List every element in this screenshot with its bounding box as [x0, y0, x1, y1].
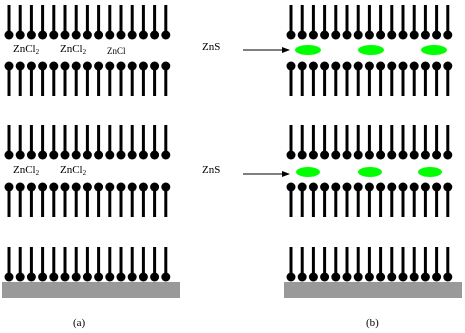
amphiphile-head — [49, 273, 58, 282]
amphiphile-head — [5, 183, 14, 192]
amphiphile-head — [320, 273, 329, 282]
amphiphile-head — [150, 183, 159, 192]
amphiphile-head — [298, 151, 307, 160]
amphiphile-head — [387, 62, 396, 71]
amphiphile-head — [399, 273, 408, 282]
monolayer-4 — [287, 183, 453, 218]
zns-particle — [358, 45, 384, 55]
amphiphile-head — [320, 183, 329, 192]
amphiphile-head — [320, 31, 329, 40]
amphiphile-head — [161, 183, 170, 192]
amphiphile-head — [94, 31, 103, 40]
amphiphile-head — [128, 273, 137, 282]
amphiphile-head — [38, 273, 47, 282]
amphiphile-head — [128, 31, 137, 40]
amphiphile-head — [150, 62, 159, 71]
amphiphile-head — [83, 62, 92, 71]
amphiphile-head — [161, 31, 170, 40]
zncl2-label-5: ZnCl$_2$ — [60, 164, 87, 177]
monolayer-5 — [287, 247, 453, 282]
amphiphile-head — [5, 31, 14, 40]
amphiphile-head — [61, 62, 70, 71]
amphiphile-head — [83, 151, 92, 160]
amphiphile-head — [287, 62, 296, 71]
amphiphile-head — [354, 151, 363, 160]
amphiphile-head — [5, 273, 14, 282]
amphiphile-head — [343, 273, 352, 282]
amphiphile-head — [410, 273, 419, 282]
amphiphile-head — [432, 62, 441, 71]
amphiphile-head — [443, 31, 452, 40]
monolayer-1 — [5, 5, 171, 40]
amphiphile-head — [387, 273, 396, 282]
amphiphile-head — [410, 31, 419, 40]
amphiphile-head — [343, 183, 352, 192]
amphiphile-head — [16, 31, 25, 40]
amphiphile-head — [354, 62, 363, 71]
amphiphile-head — [421, 183, 430, 192]
caption-b: (b) — [366, 317, 379, 329]
amphiphile-head — [309, 151, 318, 160]
zncl2-label-1: ZnCl$_2$ — [13, 43, 40, 56]
amphiphile-head — [72, 31, 81, 40]
amphiphile-head — [128, 62, 137, 71]
amphiphile-head — [139, 31, 148, 40]
amphiphile-head — [117, 183, 126, 192]
amphiphile-head — [16, 273, 25, 282]
amphiphile-head — [410, 62, 419, 71]
amphiphile-head — [16, 151, 25, 160]
amphiphile-head — [16, 183, 25, 192]
amphiphile-head — [298, 273, 307, 282]
amphiphile-head — [61, 183, 70, 192]
amphiphile-head — [94, 62, 103, 71]
amphiphile-head — [27, 31, 36, 40]
amphiphile-head — [320, 62, 329, 71]
amphiphile-head — [331, 273, 340, 282]
amphiphile-head — [309, 31, 318, 40]
amphiphile-head — [376, 31, 385, 40]
zns-label-upper: ZnS — [202, 41, 221, 53]
amphiphile-head — [94, 273, 103, 282]
amphiphile-head — [38, 183, 47, 192]
amphiphile-head — [365, 273, 374, 282]
amphiphile-head — [309, 273, 318, 282]
amphiphile-head — [432, 31, 441, 40]
amphiphile-head — [27, 151, 36, 160]
amphiphile-head — [421, 31, 430, 40]
amphiphile-head — [72, 151, 81, 160]
amphiphile-head — [38, 31, 47, 40]
amphiphile-head — [139, 151, 148, 160]
amphiphile-head — [443, 151, 452, 160]
amphiphile-head — [150, 151, 159, 160]
amphiphile-head — [376, 273, 385, 282]
amphiphile-head — [331, 151, 340, 160]
amphiphile-head — [72, 273, 81, 282]
zns-particle — [421, 45, 447, 55]
substrate — [2, 282, 180, 298]
zns-particle — [295, 45, 321, 55]
amphiphile-head — [105, 62, 114, 71]
amphiphile-head — [161, 151, 170, 160]
zns-particle — [296, 167, 320, 177]
monolayer-4 — [5, 183, 171, 218]
amphiphile-head — [421, 62, 430, 71]
amphiphile-head — [27, 62, 36, 71]
amphiphile-head — [105, 31, 114, 40]
amphiphile-head — [410, 183, 419, 192]
amphiphile-head — [399, 62, 408, 71]
amphiphile-head — [5, 151, 14, 160]
monolayer-1 — [287, 5, 453, 40]
amphiphile-head — [83, 183, 92, 192]
amphiphile-head — [443, 62, 452, 71]
monolayer-5 — [5, 247, 171, 282]
amphiphile-head — [331, 31, 340, 40]
amphiphile-head — [72, 183, 81, 192]
amphiphile-head — [49, 62, 58, 71]
monolayer-2 — [5, 62, 171, 97]
amphiphile-head — [365, 151, 374, 160]
monolayer-3 — [5, 125, 171, 160]
amphiphile-head — [83, 273, 92, 282]
amphiphile-head — [38, 62, 47, 71]
amphiphile-head — [399, 31, 408, 40]
amphiphile-head — [117, 151, 126, 160]
amphiphile-head — [298, 183, 307, 192]
amphiphile-head — [432, 151, 441, 160]
amphiphile-head — [139, 273, 148, 282]
amphiphile-head — [309, 183, 318, 192]
amphiphile-head — [331, 62, 340, 71]
zncl2-label-4: ZnCl$_2$ — [13, 164, 40, 177]
amphiphile-head — [331, 183, 340, 192]
amphiphile-head — [309, 62, 318, 71]
amphiphile-head — [49, 31, 58, 40]
amphiphile-head — [432, 183, 441, 192]
zns-particle — [418, 167, 442, 177]
amphiphile-head — [161, 273, 170, 282]
amphiphile-head — [139, 62, 148, 71]
amphiphile-head — [387, 151, 396, 160]
amphiphile-head — [61, 31, 70, 40]
zns-label-lower: ZnS — [202, 164, 221, 176]
amphiphile-head — [150, 31, 159, 40]
substrate — [284, 282, 462, 298]
amphiphile-head — [443, 273, 452, 282]
amphiphile-head — [365, 183, 374, 192]
amphiphile-head — [139, 183, 148, 192]
amphiphile-head — [16, 62, 25, 71]
panel-b-zns-multilayer — [284, 5, 462, 298]
amphiphile-head — [365, 62, 374, 71]
amphiphile-head — [320, 151, 329, 160]
amphiphile-head — [105, 151, 114, 160]
amphiphile-head — [376, 183, 385, 192]
zncl2-label-2: ZnCl$_2$ — [60, 43, 87, 56]
amphiphile-head — [399, 183, 408, 192]
amphiphile-head — [105, 183, 114, 192]
amphiphile-head — [354, 183, 363, 192]
amphiphile-head — [5, 62, 14, 71]
amphiphile-head — [128, 183, 137, 192]
amphiphile-head — [343, 31, 352, 40]
amphiphile-head — [298, 62, 307, 71]
amphiphile-head — [443, 183, 452, 192]
amphiphile-head — [117, 31, 126, 40]
amphiphile-head — [49, 183, 58, 192]
zns-arrows — [243, 50, 289, 174]
amphiphile-head — [27, 273, 36, 282]
amphiphile-head — [387, 183, 396, 192]
monolayer-2 — [287, 62, 453, 97]
amphiphile-head — [399, 151, 408, 160]
amphiphile-head — [61, 151, 70, 160]
amphiphile-head — [287, 31, 296, 40]
amphiphile-head — [343, 62, 352, 71]
amphiphile-head — [421, 151, 430, 160]
zncl-label-3: ZnCl — [107, 46, 126, 56]
amphiphile-head — [376, 62, 385, 71]
amphiphile-head — [72, 62, 81, 71]
amphiphile-head — [354, 273, 363, 282]
amphiphile-head — [161, 62, 170, 71]
amphiphile-head — [432, 273, 441, 282]
amphiphile-head — [410, 151, 419, 160]
amphiphile-head — [27, 183, 36, 192]
amphiphile-head — [387, 31, 396, 40]
amphiphile-head — [287, 151, 296, 160]
amphiphile-head — [38, 151, 47, 160]
amphiphile-head — [421, 273, 430, 282]
amphiphile-head — [287, 183, 296, 192]
amphiphile-head — [365, 31, 374, 40]
amphiphile-head — [94, 183, 103, 192]
amphiphile-head — [343, 151, 352, 160]
amphiphile-head — [49, 151, 58, 160]
amphiphile-head — [61, 273, 70, 282]
amphiphile-head — [83, 31, 92, 40]
amphiphile-head — [287, 273, 296, 282]
amphiphile-head — [298, 31, 307, 40]
amphiphile-head — [117, 62, 126, 71]
amphiphile-head — [354, 31, 363, 40]
amphiphile-head — [376, 151, 385, 160]
caption-a: (a) — [73, 317, 86, 329]
monolayer-3 — [287, 125, 453, 160]
zns-particle — [358, 167, 382, 177]
amphiphile-head — [150, 273, 159, 282]
amphiphile-head — [105, 273, 114, 282]
amphiphile-head — [94, 151, 103, 160]
amphiphile-head — [128, 151, 137, 160]
amphiphile-head — [117, 273, 126, 282]
